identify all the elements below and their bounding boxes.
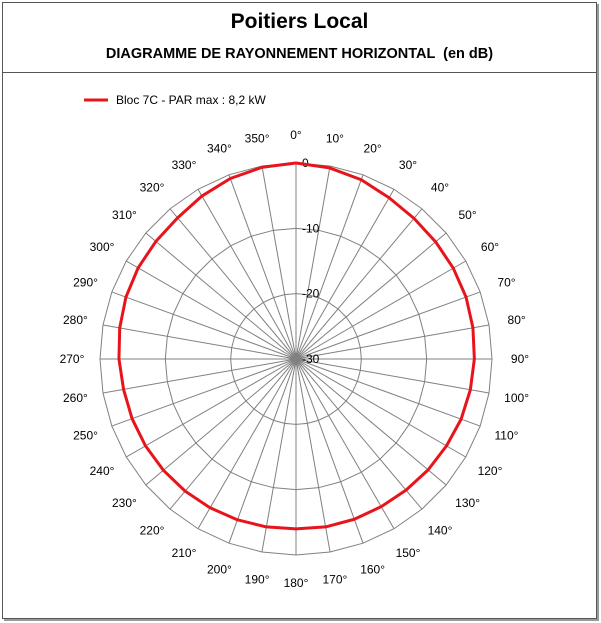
angle-label-15: 150°	[395, 545, 421, 560]
angle-label-28: 280°	[62, 313, 88, 328]
angle-label-8: 80°	[507, 313, 526, 328]
angle-label-34: 340°	[206, 141, 232, 156]
angle-label-22: 220°	[139, 523, 165, 538]
angle-label-7: 70°	[497, 275, 516, 290]
angle-label-19: 190°	[244, 572, 270, 587]
radial-tick-label-3: -30	[302, 352, 320, 366]
angle-label-1: 10°	[325, 131, 344, 146]
angle-label-9: 90°	[510, 352, 530, 366]
angle-label-21: 210°	[171, 545, 197, 560]
angle-label-6: 60°	[480, 240, 500, 254]
angle-label-32: 320°	[139, 180, 165, 195]
series-line-0	[119, 163, 474, 529]
angle-label-3: 30°	[398, 158, 418, 173]
angle-label-11: 110°	[494, 428, 519, 443]
radial-tick-label-1: -10	[302, 221, 320, 236]
angle-label-27: 270°	[59, 352, 85, 366]
radial-tick-label-0: 0	[302, 156, 309, 170]
angle-label-20: 200°	[206, 562, 232, 577]
angle-label-10: 100°	[504, 390, 530, 405]
angle-label-24: 240°	[89, 464, 115, 478]
chart-subtitle: DIAGRAMME DE RAYONNEMENT HORIZONTAL (en dB)	[105, 46, 494, 62]
angle-label-2: 20°	[363, 141, 382, 156]
angle-label-23: 230°	[111, 495, 137, 510]
polar-grid	[100, 163, 492, 555]
angle-label-31: 310°	[111, 208, 137, 223]
angle-label-29: 290°	[73, 275, 98, 290]
angle-label-13: 130°	[455, 495, 481, 510]
angle-label-4: 40°	[430, 180, 450, 195]
angle-label-17: 170°	[322, 572, 348, 587]
angle-label-0: 0°	[290, 128, 302, 142]
series-layer	[119, 163, 474, 529]
angle-label-26: 260°	[62, 390, 88, 405]
legend	[84, 93, 266, 107]
angle-label-14: 140°	[427, 523, 453, 538]
angle-label-30: 300°	[89, 240, 115, 254]
angle-label-33: 330°	[171, 158, 197, 173]
legend-label-0: Bloc 7C - PAR max : 8,2 kW	[116, 93, 266, 107]
angle-label-25: 250°	[73, 428, 98, 443]
radial-tick-label-2: -20	[302, 286, 320, 301]
angle-label-12: 120°	[477, 464, 503, 478]
angle-label-5: 50°	[458, 208, 477, 223]
angle-label-18: 180°	[283, 576, 309, 590]
angle-label-16: 160°	[360, 562, 386, 577]
angle-label-35: 350°	[244, 131, 270, 146]
chart-title: Poitiers Local	[230, 10, 369, 33]
